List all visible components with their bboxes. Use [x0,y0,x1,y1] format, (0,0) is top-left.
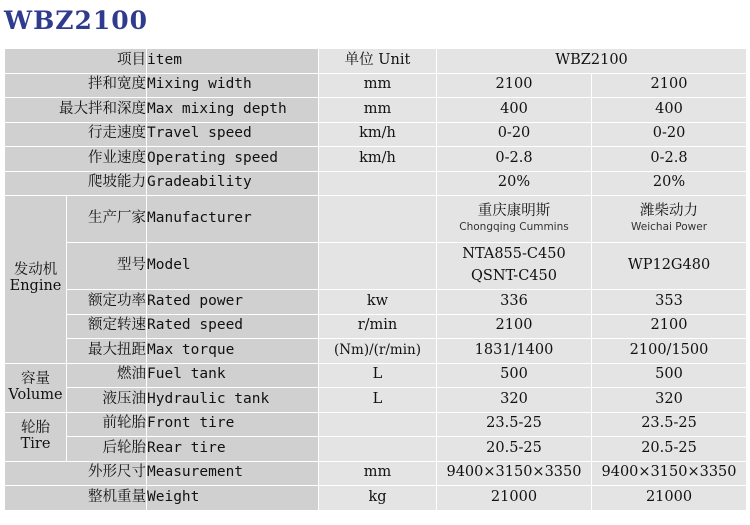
row-label-zh: 额定转速 [67,314,147,339]
row-label-en: Travel speed [147,122,319,147]
row-label-en: Hydraulic tank [147,388,319,413]
row-unit [319,243,437,290]
row-unit: kw [319,290,437,315]
row-value-1: NTA855-C450 QSNT-C450 [437,243,592,290]
row-label-zh: 最大扭距 [67,339,147,364]
spec-table [4,48,747,511]
row-unit [319,171,437,196]
row-label-zh: 拌和宽度 [5,73,147,98]
row-label-en: Operating speed [147,147,319,172]
table-row [5,171,747,196]
header-item-zh: 项目 [5,49,147,74]
row-label-zh: 燃油 [67,363,147,388]
row-label-zh: 额定功率 [67,290,147,315]
row-value-2: 400 [592,98,747,123]
row-unit: r/min [319,314,437,339]
row-label-en: Mixing width [147,73,319,98]
row-label-zh: 型号 [67,243,147,290]
row-value-2: 0-2.8 [592,147,747,172]
row-label-zh: 前轮胎 [67,412,147,437]
row-value-2: 320 [592,388,747,413]
row-value-1: 20.5-25 [437,437,592,462]
table-row [5,412,747,437]
row-unit: L [319,388,437,413]
row-value-1: 2100 [437,314,592,339]
row-value-2: 20.5-25 [592,437,747,462]
row-label-zh: 整机重量 [5,486,147,511]
row-label-en: Rated power [147,290,319,315]
row-value-1: 2100 [437,73,592,98]
header-unit: 单位 Unit [319,49,437,74]
table-row [5,196,747,243]
row-value-2: 353 [592,290,747,315]
page-title: WBZ2100 [4,6,149,35]
table-row [5,98,747,123]
table-row [5,122,747,147]
table-row [5,314,747,339]
row-unit [319,412,437,437]
row-value-1: 0-20 [437,122,592,147]
table-row [5,73,747,98]
row-value-1: 400 [437,98,592,123]
row-value-2: 20% [592,171,747,196]
table-row [5,363,747,388]
row-label-en: Max mixing depth [147,98,319,123]
table-row [5,339,747,364]
row-label-zh: 液压油 [67,388,147,413]
header-row [5,49,747,74]
row-label-zh: 后轮胎 [67,437,147,462]
row-label-zh: 行走速度 [5,122,147,147]
row-unit: L [319,363,437,388]
row-value-2: WP12G480 [592,243,747,290]
row-unit [319,437,437,462]
row-label-en: Rated speed [147,314,319,339]
row-unit: mm [319,461,437,486]
row-value-2: 23.5-25 [592,412,747,437]
row-label-zh: 作业速度 [5,147,147,172]
row-label-en: Measurement [147,461,319,486]
table-row [5,437,747,462]
row-value-1: 重庆康明斯 Chongqing Cummins [437,196,592,243]
row-unit: mm [319,73,437,98]
row-label-zh: 爬坡能力 [5,171,147,196]
row-value-2: 2100 [592,73,747,98]
table-row [5,243,747,290]
row-value-2: 2100 [592,314,747,339]
row-value-1: 23.5-25 [437,412,592,437]
row-unit: km/h [319,122,437,147]
row-label-en: Front tire [147,412,319,437]
row-value-2: 2100/1500 [592,339,747,364]
row-unit: km/h [319,147,437,172]
row-unit: mm [319,98,437,123]
row-label-zh: 生产厂家 [67,196,147,243]
row-value-2: 21000 [592,486,747,511]
row-unit [319,196,437,243]
row-label-en: Manufacturer [147,196,319,243]
header-item-en: item [147,49,319,74]
row-value-1: 320 [437,388,592,413]
row-value-2: 9400×3150×3350 [592,461,747,486]
table-row [5,461,747,486]
row-value-1: 21000 [437,486,592,511]
row-label-en: Model [147,243,319,290]
row-unit: kg [319,486,437,511]
table-row [5,147,747,172]
row-value-1: 0-2.8 [437,147,592,172]
row-value-2: 潍柴动力 Weichai Power [592,196,747,243]
group-label-tire: 轮胎 Tire [5,412,67,461]
table-row [5,388,747,413]
group-label-engine: 发动机 Engine [5,196,67,364]
group-label-volume: 容量 Volume [5,363,67,412]
row-value-2: 500 [592,363,747,388]
row-unit: (Nm)/(r/min) [319,339,437,364]
row-label-en: Weight [147,486,319,511]
row-value-2: 0-20 [592,122,747,147]
row-label-en: Gradeability [147,171,319,196]
row-value-1: 500 [437,363,592,388]
table-row [5,290,747,315]
row-label-en: Max torque [147,339,319,364]
row-value-1: 9400×3150×3350 [437,461,592,486]
row-value-1: 20% [437,171,592,196]
row-value-1: 336 [437,290,592,315]
row-value-1: 1831/1400 [437,339,592,364]
table-row [5,486,747,511]
header-model: WBZ2100 [437,49,747,74]
row-label-zh: 外形尺寸 [5,461,147,486]
row-label-zh: 最大拌和深度 [5,98,147,123]
row-label-en: Rear tire [147,437,319,462]
row-label-en: Fuel tank [147,363,319,388]
